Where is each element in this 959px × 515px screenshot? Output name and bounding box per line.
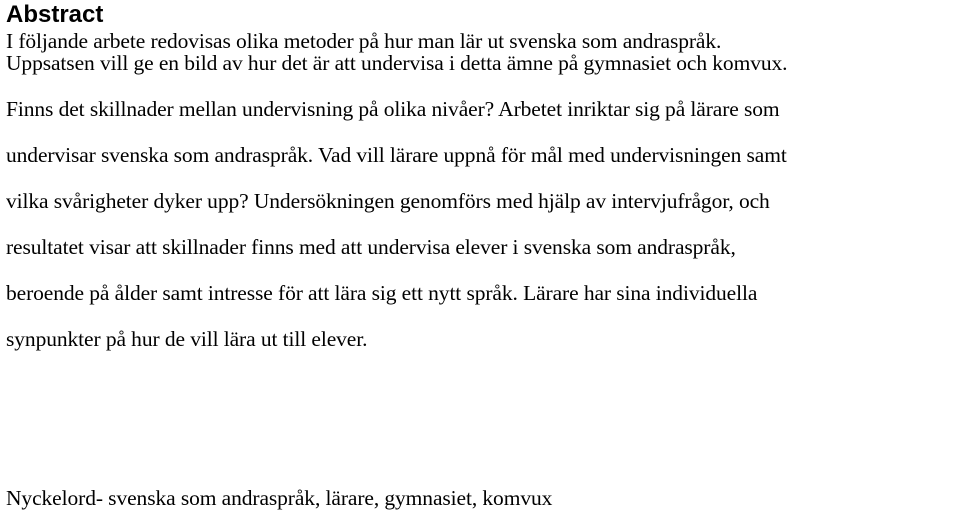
abstract-line: vilka svårigheter dyker upp? Undersökningen genomförs med hjälp av intervjufrågor, och bbox=[6, 189, 770, 213]
abstract-line: undervisar svenska som andraspråk. Vad vill lärare uppnå för mål med undervisningen samt bbox=[6, 143, 787, 167]
abstract-line: beroende på ålder samt intresse för att lära sig ett nytt språk. Lärare har sina individuella bbox=[6, 281, 758, 305]
abstract-line: Finns det skillnader mellan undervisning på olika nivåer? Arbetet inriktar sig på lärare som bbox=[6, 97, 780, 121]
abstract-line: synpunkter på hur de vill lära ut till elever. bbox=[6, 327, 368, 351]
abstract-first-line: I följande arbete redovisas olika metoder på hur man lär ut svenska som andraspråk. bbox=[6, 29, 722, 53]
document-page bbox=[6, 0, 956, 510]
abstract-body bbox=[6, 40, 956, 362]
keywords-line: Nyckelord- svenska som andraspråk, lärare, gymnasiet, komvux bbox=[6, 486, 553, 510]
abstract-heading: Abstract bbox=[6, 1, 104, 28]
abstract-line: resultatet visar att skillnader finns med att undervisa elever i svenska som andraspråk, bbox=[6, 235, 736, 259]
abstract-line: Uppsatsen vill ge en bild av hur det är att undervisa i detta ämne på gymnasiet och komvux. bbox=[6, 51, 788, 75]
